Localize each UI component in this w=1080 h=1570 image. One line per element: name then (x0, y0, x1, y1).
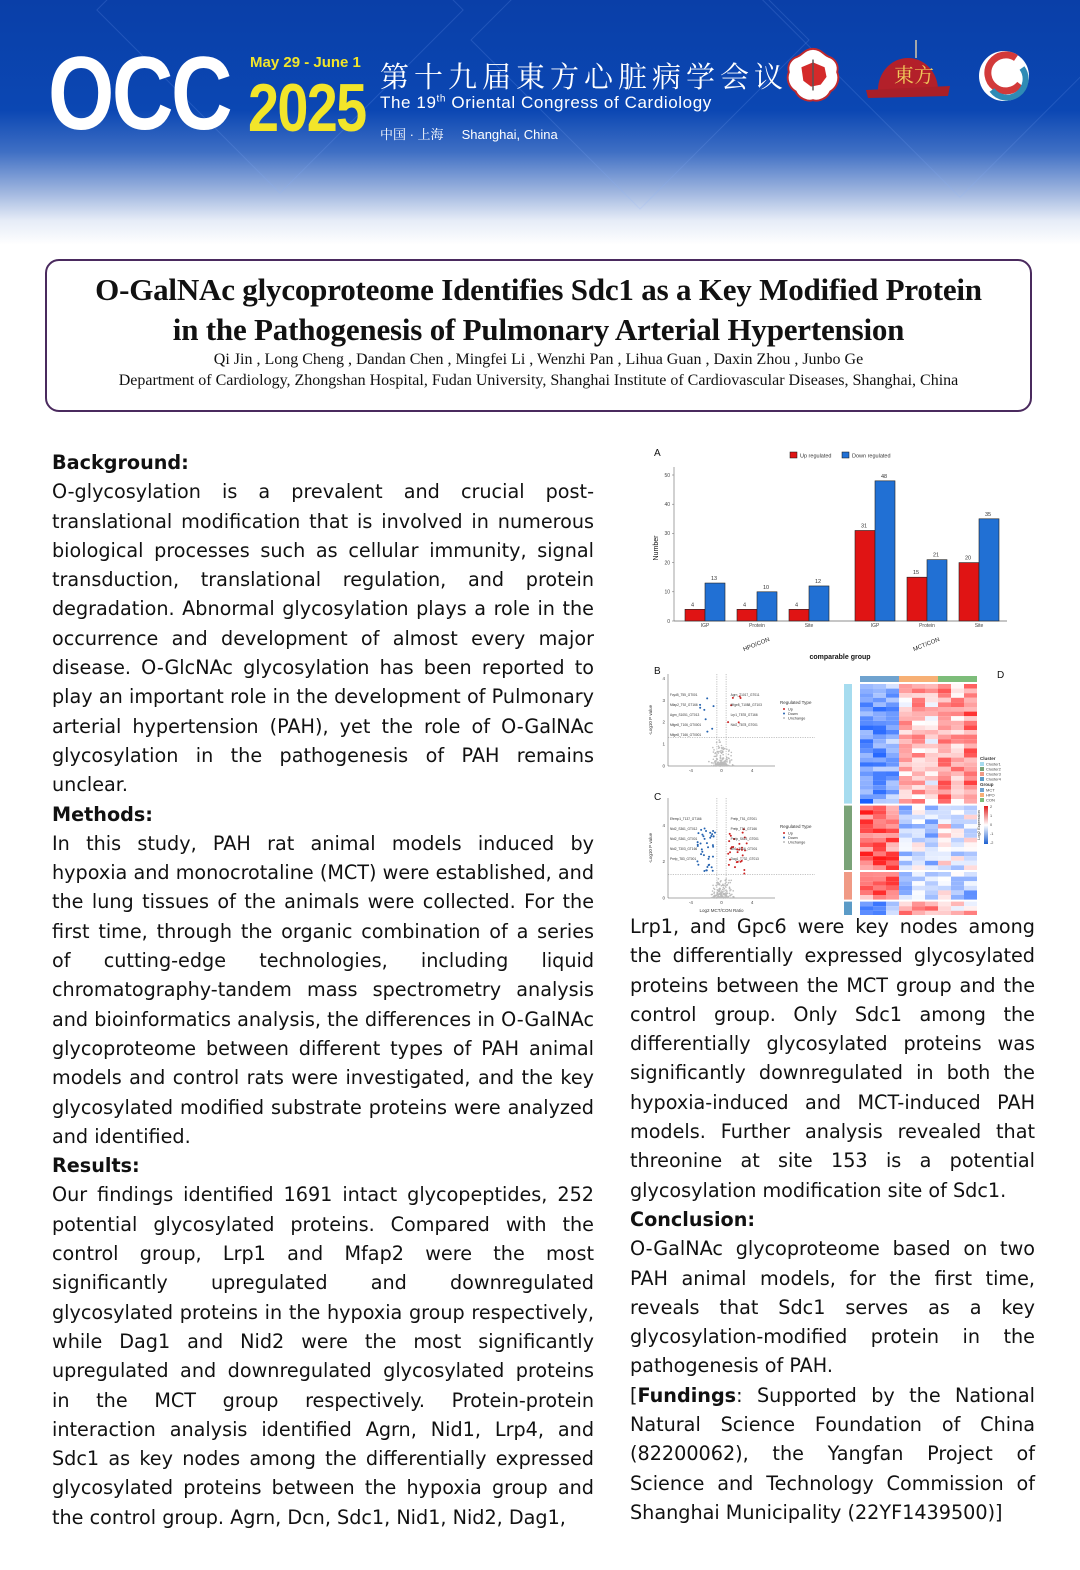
svg-text:10: 10 (762, 584, 770, 591)
paper-title (47, 270, 1030, 350)
svg-text:21: 21 (932, 552, 940, 559)
x-tick-label: IGP (870, 623, 880, 629)
svg-text:0: 0 (662, 895, 665, 901)
svg-text:Nid2_S361_GT012: Nid2_S361_GT012 (670, 827, 698, 831)
group-label: HPO/CON (742, 637, 771, 654)
svg-text:15: 15 (913, 570, 920, 577)
shanghai-medical-association-logo (784, 46, 842, 104)
bar-up (855, 530, 875, 621)
fundings-label: Fundings (637, 1383, 737, 1407)
svg-text:4: 4 (743, 602, 747, 609)
svg-text:31: 31 (861, 523, 868, 530)
svg-text:0: 0 (662, 763, 665, 769)
svg-text:Log2 MCT/CON Ratio: Log2 MCT/CON Ratio (699, 908, 744, 913)
svg-text:1: 1 (662, 741, 665, 747)
bar-chart (640, 440, 1040, 665)
svg-text:Prelp_T51_GT001: Prelp_T51_GT001 (730, 817, 757, 821)
location-cn: 中国 · 上海 (380, 127, 444, 142)
svg-text:Dag1_T732_GT013: Dag1_T732_GT013 (730, 857, 759, 861)
svg-text:Fcyd5_T55_GT001: Fcyd5_T55_GT001 (670, 693, 698, 697)
svg-text:Itih1_T616_GT001: Itih1_T616_GT001 (730, 847, 758, 851)
bar-up (789, 609, 809, 621)
svg-text:-2: -2 (990, 841, 994, 845)
legend-label: Up regulated (800, 453, 832, 460)
panel-d-label: D (997, 670, 1005, 681)
svg-text:Up: Up (788, 831, 793, 836)
svg-text:48: 48 (880, 473, 888, 480)
svg-text:Mfap2_T92_GT166: Mfap2_T92_GT166 (670, 703, 698, 707)
svg-text:Prelp_T83_GT001: Prelp_T83_GT001 (670, 857, 697, 861)
svg-text:東方: 東方 (894, 63, 934, 87)
svg-text:Prelp_S623_GT001: Prelp_S623_GT001 (730, 837, 759, 841)
svg-text:Lrp1_T878_GT166: Lrp1_T878_GT166 (730, 713, 758, 717)
x-tick-label: Protein (749, 623, 765, 629)
svg-text:Cluster: Cluster (980, 756, 996, 761)
svg-text:-Log10 P value: -Log10 P value (648, 704, 653, 736)
title-en-prefix: The 19 (380, 93, 437, 112)
x-axis-label: comparable group (809, 654, 871, 661)
svg-text:3: 3 (662, 697, 665, 703)
svg-text:-4: -4 (688, 768, 693, 773)
svg-text:Mfge8_T1088_GT103: Mfge8_T1088_GT103 (730, 703, 762, 707)
x-tick-label: IGP (700, 623, 710, 629)
bar-up (907, 577, 927, 621)
x-tick-label: Protein (919, 623, 935, 629)
conference-location (380, 124, 558, 143)
svg-text:0: 0 (667, 618, 670, 625)
bar-down (705, 583, 725, 621)
svg-text:12: 12 (814, 578, 822, 585)
background-heading: Background: (52, 451, 189, 474)
svg-text:4: 4 (662, 675, 665, 681)
svg-text:Unchange: Unchange (788, 840, 806, 845)
results-text-right: Lrp1, and Gpc6 were key nodes among the differentially expressed glycosylated proteins between the MCT group and the control group. Only Sdc1 among the differentially glycosylated proteins was significantly downregulated in both the hypoxia-induced and MCT-induced PAH models. Further analysis revealed that threonine at site 153 is a potential glycosylation modification site of Sdc1. (630, 915, 1035, 1202)
conclusion-text: O-GalNAc glycoproteome based on two PAH animal models, for the first time, reveals that Sdc1 serves as a key glycosylation-modified protein in the pathogenesis of PAH. (630, 1237, 1035, 1378)
left-column (52, 448, 594, 1532)
paper-title-line1: O-GalNAc glycoproteome Identifies Sdc1 as a Key Modified Protein (95, 272, 982, 307)
svg-text:2: 2 (662, 859, 665, 865)
fundings-bracket: [ (630, 1383, 638, 1407)
bar-down (927, 560, 947, 621)
svg-text:HPO: HPO (986, 792, 995, 798)
svg-text:0: 0 (720, 768, 723, 773)
svg-text:4: 4 (662, 822, 665, 828)
svg-text:Regulated Type: Regulated Type (780, 824, 812, 829)
methods-text: In this study, PAH rat animal models induced by hypoxia and monocrotaline (MCT) were established, and the lung tissues of the animals were collected. For the first time, through the organic combination of a series of cutting-edge technologies, including liquid chromatography-tandem mass spectrometry analysis and bioinformatics analysis, the differences in O-GalNAc glycoproteome between different types of PAH animal models and control rats were investigated, and the key glycosylated modified substrate proteins were analyzed and identified. (52, 831, 594, 1148)
svg-text:Log2 Expression: Log2 Expression (976, 810, 981, 840)
svg-text:MCT: MCT (986, 787, 995, 793)
bar-down (875, 481, 895, 621)
svg-text:Nid2_T878_GT001: Nid2_T878_GT001 (730, 723, 758, 727)
svg-text:CON: CON (986, 797, 995, 803)
svg-text:Down: Down (788, 712, 798, 716)
svg-text:Up: Up (788, 707, 793, 712)
conference-title-cn: 第十九届東方心脏病学会议 (380, 60, 789, 94)
conclusion-heading: Conclusion: (630, 1207, 756, 1231)
y-axis-label: Number (653, 535, 660, 561)
svg-text:Cluster3: Cluster3 (986, 771, 1001, 777)
svg-text:Regulated Type: Regulated Type (780, 700, 812, 705)
bar-up (959, 563, 979, 621)
svg-text:Nid2_T303_GT166: Nid2_T303_GT166 (670, 847, 698, 851)
svg-text:-Log10 P value: -Log10 P value (648, 832, 653, 864)
title-en-suffix: Oriental Congress of Cardiology (446, 93, 712, 112)
bar-down (757, 592, 777, 621)
svg-text:30: 30 (664, 531, 670, 538)
conference-title-en (380, 93, 712, 113)
svg-text:Cluster4: Cluster4 (986, 776, 1001, 782)
panel-a-label: A (654, 448, 661, 459)
location-en: Shanghai, China (461, 127, 558, 142)
svg-text:-4: -4 (688, 900, 693, 905)
svg-text:10: 10 (664, 589, 670, 596)
group-label: MCT/CON (912, 637, 941, 654)
paper-affiliation: Department of Cardiology, Zhongshan Hospital, Fudan University, Shanghai Institute of Cardiovascular Diseases, Shanghai, China (118, 372, 959, 389)
svg-text:Mfge8_T106_GT0001: Mfge8_T106_GT0001 (670, 723, 702, 727)
results-text-left: Our findings identified 1691 intact glycopeptides, 252 potential glycosylated proteins. Compared with the control group, Lrp1 and Mfap2 were the most significantly upregulated and downregulated glycosylated proteins in the hypoxia group respectively, while Dag1 and Nid2 were the most significantly upregulated and downregulated glycosylated proteins in the MCT group respectively. Protein-protein interaction analysis identified Agrn, Nid1, Lrp4, and Sdc1 as key nodes among the differentially expressed glycosylated proteins between the hypoxia group and the control group. Agrn, Dcn, Sdc1, Nid1, Nid2, Dag1, (52, 1183, 594, 1529)
volcano-plot-hypoxia (640, 662, 840, 784)
svg-text:Down: Down (788, 836, 798, 840)
paper-title-line2: in the Pathogenesis of Pulmonary Arterial Hypertension (172, 312, 905, 347)
bar-down (979, 519, 999, 621)
heatmap (840, 662, 1040, 915)
svg-text:40: 40 (664, 502, 670, 508)
right-column (630, 912, 1035, 1527)
figure-panels (640, 440, 1040, 915)
svg-text:-1: -1 (990, 832, 994, 836)
svg-text:50: 50 (664, 472, 670, 479)
svg-text:4: 4 (750, 768, 754, 773)
paper-authors: Qi Jin , Long Cheng , Dandan Chen , Mingfei Li , Wenzhi Pan , Lihua Guan , Daxin Zhou , Junbo Ge (213, 351, 864, 368)
results-heading: Results: (52, 1154, 140, 1178)
svg-text:20: 20 (664, 560, 670, 567)
svg-text:13: 13 (710, 576, 718, 583)
bar-down (809, 586, 829, 621)
occ-logo: OCC (48, 36, 231, 152)
paper-title-box (45, 259, 1032, 412)
svg-text:Cluster2: Cluster2 (986, 766, 1001, 772)
svg-text:0: 0 (720, 900, 723, 905)
x-tick-label: Site (804, 623, 814, 629)
svg-text:Agrn_T1017_GT011: Agrn_T1017_GT011 (730, 693, 760, 697)
svg-text:Nid2_S361_GT001: Nid2_S361_GT001 (670, 837, 698, 841)
svg-text:4: 4 (795, 602, 799, 609)
svg-text:4: 4 (691, 602, 695, 609)
svg-text:Unchange: Unchange (788, 716, 806, 721)
svg-text:Group: Group (980, 782, 994, 787)
legend-label: Down regulated (852, 453, 891, 460)
svg-text:Prelp_T51_GT166: Prelp_T51_GT166 (730, 827, 757, 831)
legend-swatch (842, 452, 849, 458)
svg-text:1: 1 (990, 814, 993, 818)
svg-text:2: 2 (662, 719, 665, 725)
fundings-body: : Supported by the National Natural Science Foundation of China (82200062), the Yangfan Project of Science and Technology Commission of Shanghai Municipality (22YF1439500)] (630, 1383, 1035, 1524)
bar-up (685, 609, 705, 621)
conference-year: 2025 (248, 70, 366, 146)
svg-text:2: 2 (990, 805, 993, 809)
svg-text:Mfge8_T166_GT0001: Mfge8_T166_GT0001 (670, 733, 702, 737)
fundings-text (630, 1381, 1035, 1527)
occ-cardiology-logo (976, 46, 1032, 106)
title-en-sup: th (436, 93, 447, 105)
methods-heading: Methods: (52, 802, 153, 826)
dongfang-logo (860, 40, 956, 102)
svg-text:35: 35 (984, 511, 992, 518)
legend-swatch (790, 452, 797, 458)
conference-banner (0, 0, 1080, 245)
svg-text:4: 4 (750, 900, 754, 905)
panel-b-label: B (654, 666, 661, 677)
svg-text:Agrn_S1051_GT013: Agrn_S1051_GT013 (670, 713, 700, 717)
x-tick-label: Site (974, 623, 984, 629)
bar-up (737, 609, 757, 621)
svg-text:Efemp1_T137_GT166: Efemp1_T137_GT166 (670, 817, 702, 821)
conference-dates: May 29 - June 1 (250, 54, 361, 71)
svg-text:Cluster1: Cluster1 (986, 761, 1001, 767)
background-text: O-glycosylation is a prevalent and crucial post-translational modification that is involved in numerous biological processes such as cellular immunity, signal transduction, translational regulation, and protein degradation. Abnormal glycosylation plays a role in the occurrence and development of almost every major disease. O-GlcNAc glycosylation has been reported to play an important role in the development of Pulmonary arterial hypertension (PAH), yet the role of O-GalNAc glycosylation in the pathogenesis of PAH remains unclear. (52, 480, 594, 797)
svg-text:0: 0 (990, 823, 993, 827)
panel-c-label: C (654, 792, 662, 803)
svg-text:20: 20 (965, 555, 972, 562)
volcano-plot-mct (640, 786, 840, 916)
